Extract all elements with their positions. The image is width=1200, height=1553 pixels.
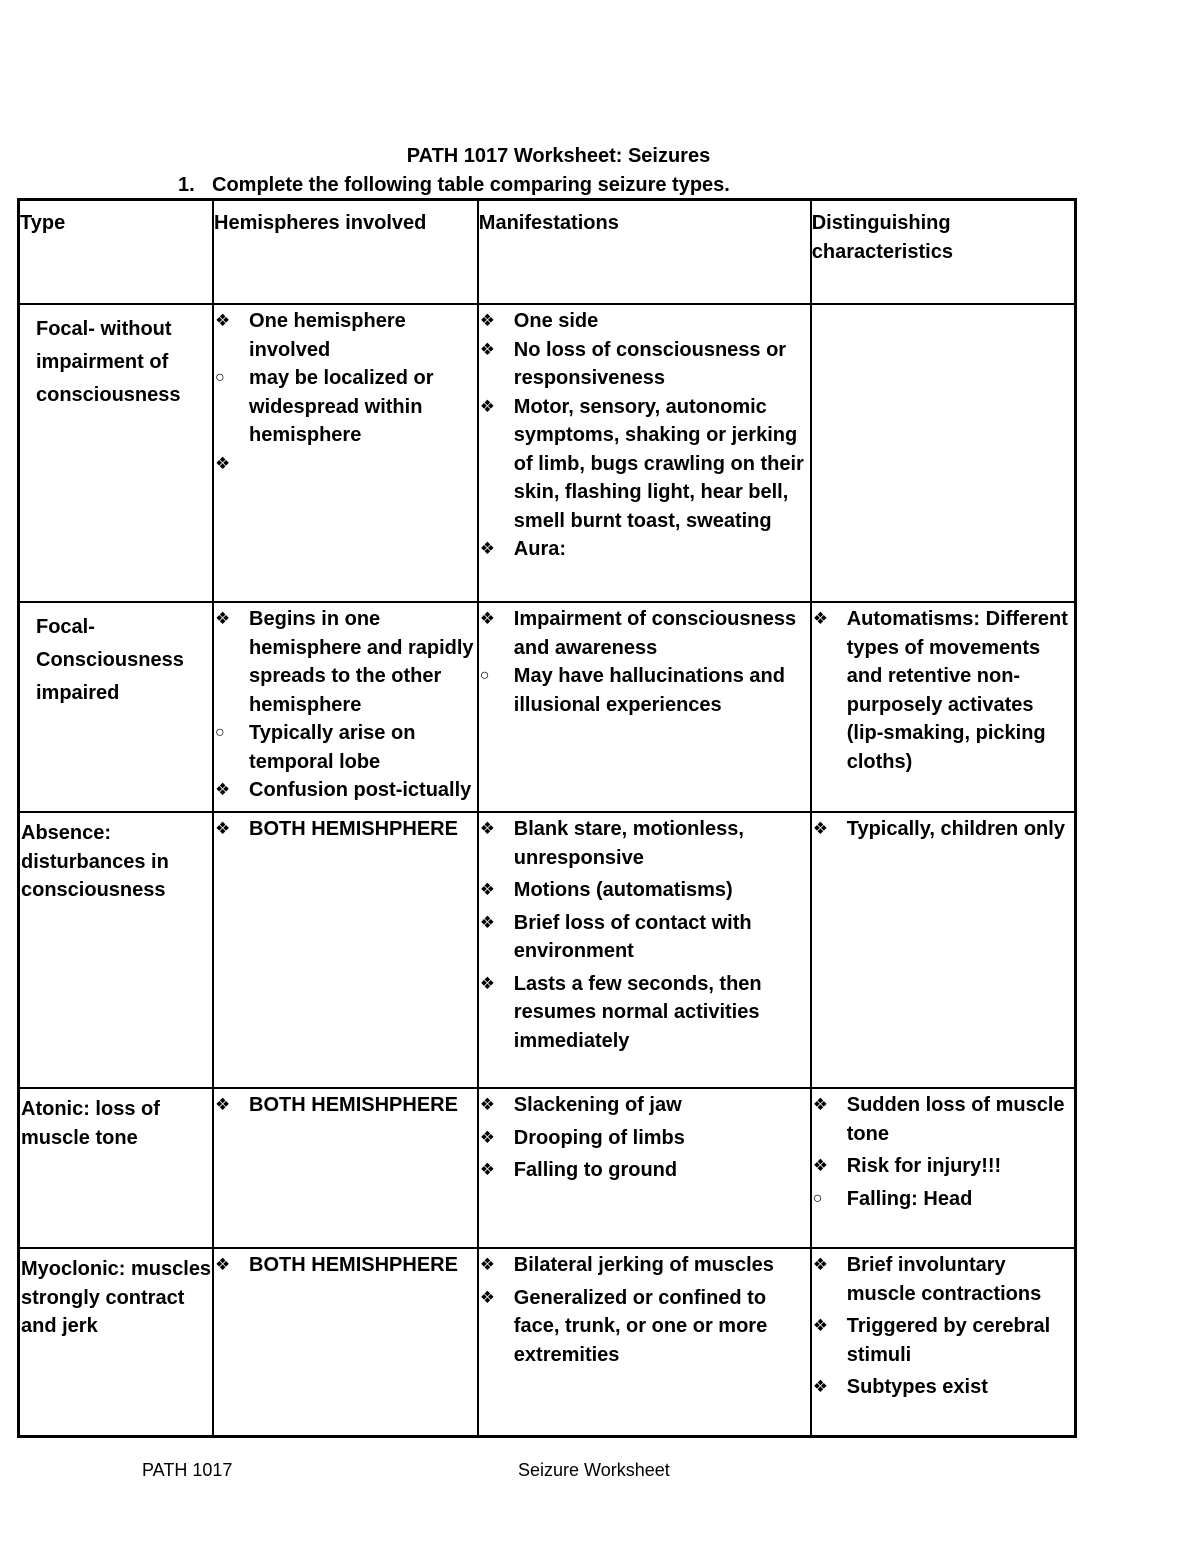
- table-row: [19, 1088, 1076, 1248]
- bullet-list: [214, 307, 477, 478]
- list-item: [812, 1373, 1074, 1402]
- four-diamond-bullet-icon: ❖: [479, 609, 494, 628]
- list-item: [214, 815, 477, 844]
- list-item: [214, 776, 477, 805]
- bullet-list: [812, 605, 1074, 776]
- hollow-circle-bullet-icon: ○: [479, 667, 490, 684]
- distinguishing-cell: [811, 304, 1076, 602]
- manifestations-cell: [478, 602, 811, 812]
- list-item: [214, 1251, 477, 1280]
- four-diamond-bullet-icon: ❖: [215, 453, 229, 473]
- list-item-text: No loss of consciousness or responsiveness: [513, 338, 787, 389]
- list-item: [812, 1152, 1074, 1181]
- list-item: [479, 1091, 810, 1120]
- four-diamond-bullet-icon: ❖: [479, 1255, 494, 1274]
- four-diamond-bullet-icon: ❖: [479, 311, 494, 330]
- list-item: [812, 1312, 1074, 1369]
- list-item: [479, 1124, 810, 1153]
- list-item: [479, 336, 810, 393]
- four-diamond-bullet-icon: ❖: [215, 1255, 229, 1274]
- list-item-text: Typically arise on temporal lobe: [249, 722, 416, 773]
- list-item: [812, 605, 1074, 776]
- four-diamond-bullet-icon: ❖: [215, 1095, 229, 1114]
- table-row: [19, 602, 1076, 812]
- list-item-text: Triggered by cerebral stimuli: [846, 1315, 1051, 1366]
- seizure-type-cell: Focal- without impairment of consciousness: [19, 304, 214, 602]
- four-diamond-bullet-icon: ❖: [479, 339, 494, 359]
- list-item-text: Generalized or confined to face, trunk, or one or more extremities: [513, 1286, 768, 1366]
- bullet-list: [214, 815, 477, 844]
- bullet-list: [214, 1091, 477, 1120]
- table-row: [19, 1248, 1076, 1437]
- list-item-text: Drooping of limbs: [513, 1126, 685, 1149]
- bullet-list: [479, 307, 810, 564]
- header-hemispheres: Hemispheres involved: [213, 200, 478, 305]
- hemispheres-cell: [213, 812, 478, 1088]
- seizure-type-cell: Myoclonic: muscles strongly contract and jerk: [19, 1248, 214, 1437]
- list-item-text: may be localized or widespread within hemisphere: [249, 367, 434, 446]
- four-diamond-bullet-icon: ❖: [479, 1287, 494, 1307]
- list-item-text: Impairment of consciousness and awareness: [513, 608, 797, 659]
- bullet-list: [479, 815, 810, 1055]
- list-item-text: May have hallucinations and illusional experiences: [513, 665, 785, 716]
- hollow-circle-bullet-icon: ○: [215, 724, 225, 741]
- four-diamond-bullet-icon: ❖: [479, 396, 494, 416]
- list-item-text: Lasts a few seconds, then resumes normal activities immediately: [513, 972, 762, 1052]
- bullet-list: [479, 1251, 810, 1369]
- list-item-text: Brief involuntary muscle contractions: [846, 1254, 1042, 1305]
- list-item: [812, 1185, 1074, 1214]
- table-header-row: [19, 200, 1076, 305]
- four-diamond-bullet-icon: ❖: [215, 609, 229, 628]
- header-distinguishing: Distinguishing characteristics: [811, 200, 1076, 305]
- table-row: [19, 304, 1076, 602]
- hollow-circle-bullet-icon: ○: [812, 1189, 823, 1207]
- list-item: [812, 815, 1074, 844]
- bullet-list: [214, 1251, 477, 1280]
- four-diamond-bullet-icon: ❖: [812, 1316, 826, 1335]
- list-item-text: BOTH HEMISHPHERE: [249, 1094, 458, 1116]
- four-diamond-bullet-icon: ❖: [812, 1095, 826, 1114]
- four-diamond-bullet-icon: ❖: [812, 819, 826, 838]
- list-item-text: Bilateral jerking of muscles: [513, 1254, 774, 1276]
- hollow-circle-bullet-icon: ○: [215, 369, 225, 386]
- distinguishing-cell: [811, 602, 1076, 812]
- list-item: [214, 364, 477, 450]
- four-diamond-bullet-icon: ❖: [812, 1156, 826, 1175]
- list-item-text: BOTH HEMISHPHERE: [249, 1254, 458, 1276]
- list-item-text: BOTH HEMISHPHERE: [249, 818, 458, 840]
- four-diamond-bullet-icon: ❖: [479, 1160, 494, 1179]
- seizure-type-cell: Atonic: loss of muscle tone: [19, 1088, 214, 1248]
- list-item-text: Falling: Head: [846, 1187, 973, 1210]
- header-type: Type: [19, 200, 214, 305]
- four-diamond-bullet-icon: ❖: [479, 973, 494, 993]
- bullet-list: [812, 1251, 1074, 1402]
- distinguishing-cell: [811, 1088, 1076, 1248]
- manifestations-cell: [478, 1248, 811, 1437]
- instruction: [178, 172, 730, 198]
- list-item: [214, 719, 477, 776]
- four-diamond-bullet-icon: ❖: [215, 311, 229, 330]
- seizure-type-cell: Absence: disturbances in consciousness: [19, 812, 214, 1088]
- list-item-text: Confusion post-ictually: [249, 779, 472, 801]
- list-item: [214, 605, 477, 719]
- list-item: [214, 1091, 477, 1120]
- four-diamond-bullet-icon: ❖: [215, 819, 229, 838]
- four-diamond-bullet-icon: ❖: [215, 780, 229, 799]
- list-item: [214, 450, 477, 479]
- list-item-text: Risk for injury!!!: [846, 1155, 1002, 1177]
- list-item-text: Automatisms: Different types of movements and retentive non-purposely activates (lip-smaking, picking cloths): [846, 608, 1068, 773]
- four-diamond-bullet-icon: ❖: [479, 539, 494, 558]
- list-item-text: Begins in one hemisphere and rapidly spreads to the other hemisphere: [249, 608, 474, 716]
- list-item-text: Brief loss of contact with environment: [513, 911, 752, 962]
- list-item-text: Falling to ground: [513, 1159, 678, 1181]
- list-item-text: Aura:: [513, 538, 567, 560]
- list-item-text: One hemisphere involved: [249, 310, 406, 361]
- list-item: [479, 605, 810, 662]
- manifestations-cell: [478, 1088, 811, 1248]
- manifestations-cell: [478, 812, 811, 1088]
- seizure-type-cell: Focal- Consciousness impaired: [19, 602, 214, 812]
- worksheet-title: PATH 1017 Worksheet: Seizures: [406, 145, 711, 167]
- list-item-text: Slackening of jaw: [513, 1094, 682, 1116]
- list-item: [812, 1091, 1074, 1148]
- hemispheres-cell: [213, 1248, 478, 1437]
- four-diamond-bullet-icon: ❖: [479, 819, 494, 838]
- list-item: [479, 1251, 810, 1280]
- header-manifestations: Manifestations: [478, 200, 811, 305]
- list-item-text: Motions (automatisms): [513, 879, 733, 901]
- hemispheres-cell: [213, 602, 478, 812]
- list-item: [479, 662, 810, 719]
- list-item-text: Motor, sensory, autonomic symptoms, shaking or jerking of limb, bugs crawling on their skin, flashing light, hear bell, smell burnt toast, sweating: [513, 395, 804, 532]
- list-item-text: One side: [513, 310, 599, 332]
- bullet-list: [214, 605, 477, 805]
- four-diamond-bullet-icon: ❖: [479, 1127, 494, 1147]
- list-item: [479, 1284, 810, 1370]
- footer-left: PATH 1017: [142, 1460, 233, 1480]
- list-item: [479, 1156, 810, 1185]
- bullet-list: [812, 815, 1074, 844]
- bullet-list: [812, 1091, 1074, 1213]
- table-row: [19, 812, 1076, 1088]
- four-diamond-bullet-icon: ❖: [812, 1377, 826, 1396]
- four-diamond-bullet-icon: ❖: [479, 880, 494, 899]
- list-item-text: Blank stare, motionless, unresponsive: [513, 818, 744, 869]
- list-item: [479, 876, 810, 905]
- footer-center: Seizure Worksheet: [518, 1460, 670, 1480]
- four-diamond-bullet-icon: ❖: [479, 912, 494, 932]
- four-diamond-bullet-icon: ❖: [479, 1095, 494, 1114]
- list-item: [479, 535, 810, 564]
- list-item-text: Typically, children only: [846, 818, 1065, 840]
- list-item: [479, 970, 810, 1056]
- instruction-text: Complete the following table comparing seizure types.: [212, 174, 730, 196]
- four-diamond-bullet-icon: ❖: [812, 609, 826, 628]
- manifestations-cell: [478, 304, 811, 602]
- list-item-text: Sudden loss of muscle tone: [846, 1094, 1065, 1145]
- list-item: [479, 307, 810, 336]
- list-item: [479, 909, 810, 966]
- list-item: [812, 1251, 1074, 1308]
- distinguishing-cell: [811, 812, 1076, 1088]
- bullet-list: [479, 1091, 810, 1185]
- instruction-number: 1.: [178, 174, 195, 196]
- hemispheres-cell: [213, 304, 478, 602]
- four-diamond-bullet-icon: ❖: [812, 1255, 826, 1274]
- bullet-list: [479, 605, 810, 719]
- hemispheres-cell: [213, 1088, 478, 1248]
- seizure-comparison-table: [17, 198, 1077, 1438]
- list-item-text: Subtypes exist: [846, 1376, 988, 1398]
- distinguishing-cell: [811, 1248, 1076, 1437]
- list-item: [479, 393, 810, 536]
- list-item: [479, 815, 810, 872]
- list-item: [214, 307, 477, 364]
